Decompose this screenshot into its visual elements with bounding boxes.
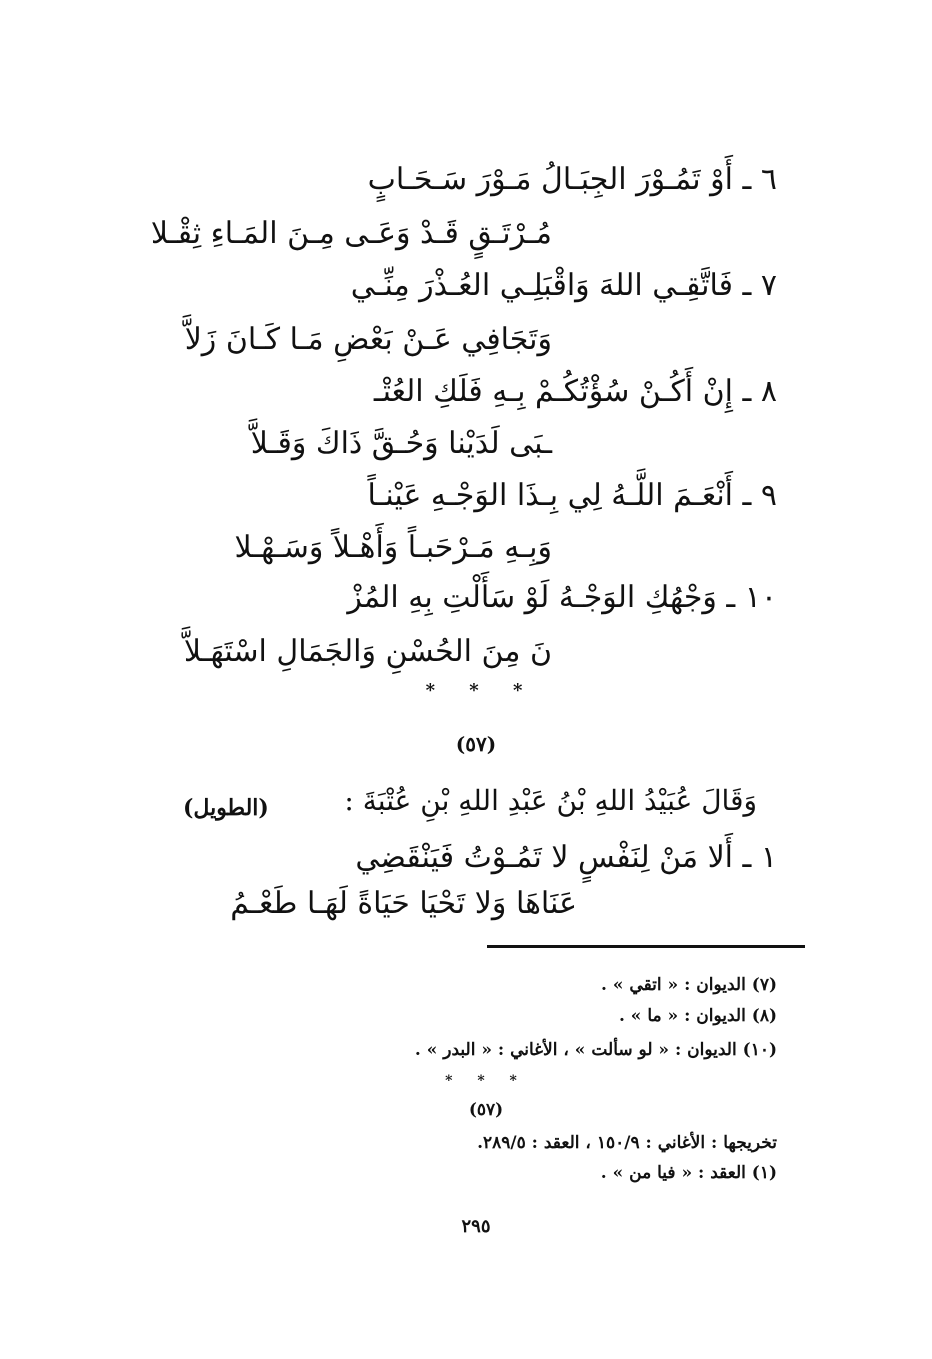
verse-10-second-hemistich: نَ مِنَ الحُسْنِ وَالجَمَالِ اسْتَهَـلاَّ (183, 634, 552, 669)
footnote-sources: تخريجها : الأغاني : ١٥٠/٩ ، العقد : ٢٨٩/٥. (477, 1133, 777, 1153)
verse-8-first-hemistich: ٨ ـ إِنْ أَكُـنْ سُؤْتُكُـمْ بِـهِ فَلَكِ العُتْـ (373, 374, 777, 409)
footnote-separator-stars: * * * (445, 1073, 527, 1089)
verse-8-second-hemistich: ـبَى لَدَيْنا وَحُـقَّ ذَاكَ وَقَـلاَّ (250, 426, 552, 461)
footnote: (٧) الديوان : « اتقي » . (601, 975, 777, 995)
poem-intro-line: وَقَالَ عُبَيْدُ اللهِ بْنُ عَبْدِ اللهِ بْنِ عُتْبَةَ : (344, 784, 757, 817)
verse-6-second-hemistich: مُـرْتَـقٍ قَـدْ وَعَـى مِـنَ المَـاءِ ثِقْـلا (150, 216, 552, 251)
footnote-divider (487, 945, 805, 948)
verse-9-first-hemistich: ٩ ـ أَنْعَـمَ اللَّـهُ لِي بِـذَا الوَجْـهِ عَيْنـاً (367, 478, 777, 513)
footnote-poem-number: (٥٧) (468, 1100, 504, 1120)
verse-10-first-hemistich: ١٠ ـ وَجْهُكِ الوَجْـهُ لَوْ سَأَلْتِ بِهِ المُزْ (347, 580, 777, 615)
verse-9-second-hemistich: وَبِـهِ مَـرْحَبـاً وَأَهْـلاً وَسَـهْـلا (234, 530, 552, 565)
verse-7-second-hemistich: وَتَجَافِي عَـنْ بَعْضِ مَـا كَـانَ زَلاَّ (184, 322, 552, 357)
section-separator-stars: * * * (425, 680, 537, 701)
footnote: (١٠) الديوان : « لو سألت » ، الأغاني : « البدر » . (414, 1040, 777, 1060)
verse-7-first-hemistich: ٧ ـ فَاتَّقِـي اللهَ وَاقْبَلِـي العُـذْرَ مِنِّـي (350, 268, 777, 303)
poem57-verse-1-second-hemistich: عَنَاهَا وَلا تَحْيَا حَيَاةً لَهَـا طَعْـمُ (230, 886, 577, 921)
verse-6-first-hemistich: ٦ ـ أَوْ تَمُـوْرَ الجِبَـالُ مَـوْرَ سَـحَـابٍ (367, 162, 777, 197)
poem-number: (٥٧) (455, 732, 497, 756)
footnote: (١) العقد : « فيا من » . (600, 1163, 777, 1183)
poem-meter: (الطويل) (183, 795, 269, 821)
page-number: ٢٩٥ (461, 1216, 491, 1237)
footnote: (٨) الديوان : « ما » . (618, 1006, 777, 1026)
poem57-verse-1-first-hemistich: ١ ـ أَلا مَنْ لِنَفْسٍ لا تَمُـوْتُ فَيَنْقَضِي (355, 840, 777, 875)
